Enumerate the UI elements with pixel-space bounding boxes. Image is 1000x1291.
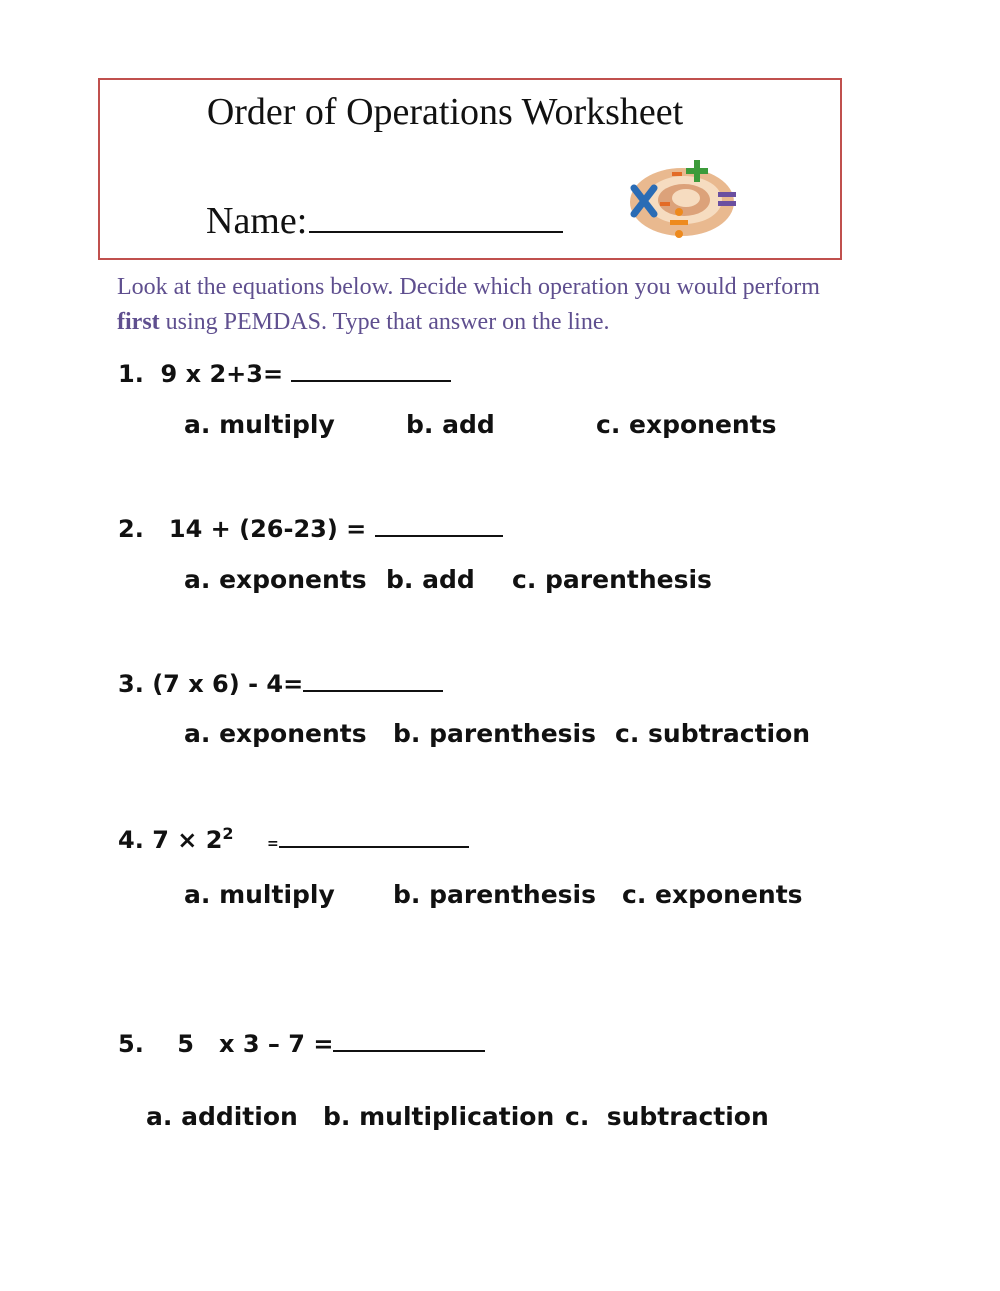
- page-title: Order of Operations Worksheet: [206, 91, 684, 133]
- name-line: [309, 197, 563, 233]
- answer-line-1[interactable]: [291, 358, 451, 382]
- q2-option-c: c. parenthesis: [512, 565, 712, 594]
- q3-option-a: a. exponents: [184, 719, 367, 748]
- answer-line-4[interactable]: [279, 834, 469, 848]
- q1-option-c: c. exponents: [596, 410, 777, 439]
- instructions-emphasis: first: [117, 309, 160, 335]
- header-box: [98, 78, 842, 260]
- q2-option-a: a. exponents: [184, 565, 367, 594]
- name-field: [206, 197, 563, 243]
- q4-option-a: a. multiply: [184, 880, 335, 909]
- math-symbols-spiral-icon: [612, 154, 740, 244]
- q3-option-c: c. subtraction: [615, 719, 811, 748]
- question-5: 5. 5 x 3 – 7 =: [118, 1028, 485, 1058]
- q3-option-b: b. parenthesis: [393, 719, 596, 748]
- answer-line-5[interactable]: [333, 1028, 485, 1052]
- exponent: 2: [222, 824, 234, 843]
- instructions: Look at the equations below. Decide which operation you would perform first using PEMDAS. Type that answer on the line.: [117, 274, 820, 335]
- q4-option-c: c. exponents: [622, 880, 803, 909]
- question-4: 4. $7 \times 2^2$ =: [118, 824, 469, 854]
- q5-option-b: b. multiplication: [323, 1102, 555, 1131]
- question-1: 1. 9 x 2+3=: [118, 358, 451, 388]
- name-label: Name:: [206, 200, 308, 242]
- q5-option-c: c. subtraction: [565, 1102, 769, 1131]
- q2-option-b: b. add: [386, 565, 475, 594]
- answer-line-2[interactable]: [375, 513, 503, 537]
- question-2: 2. 14 + (26-23) =: [118, 513, 503, 543]
- q1-option-b: b. add: [406, 410, 495, 439]
- q4-option-b: b. parenthesis: [393, 880, 596, 909]
- answer-line-3[interactable]: [303, 668, 443, 692]
- q5-option-a: a. addition: [146, 1102, 298, 1131]
- q1-option-a: a. multiply: [184, 410, 335, 439]
- question-3: 3. (7 x 6) - 4=: [118, 668, 443, 698]
